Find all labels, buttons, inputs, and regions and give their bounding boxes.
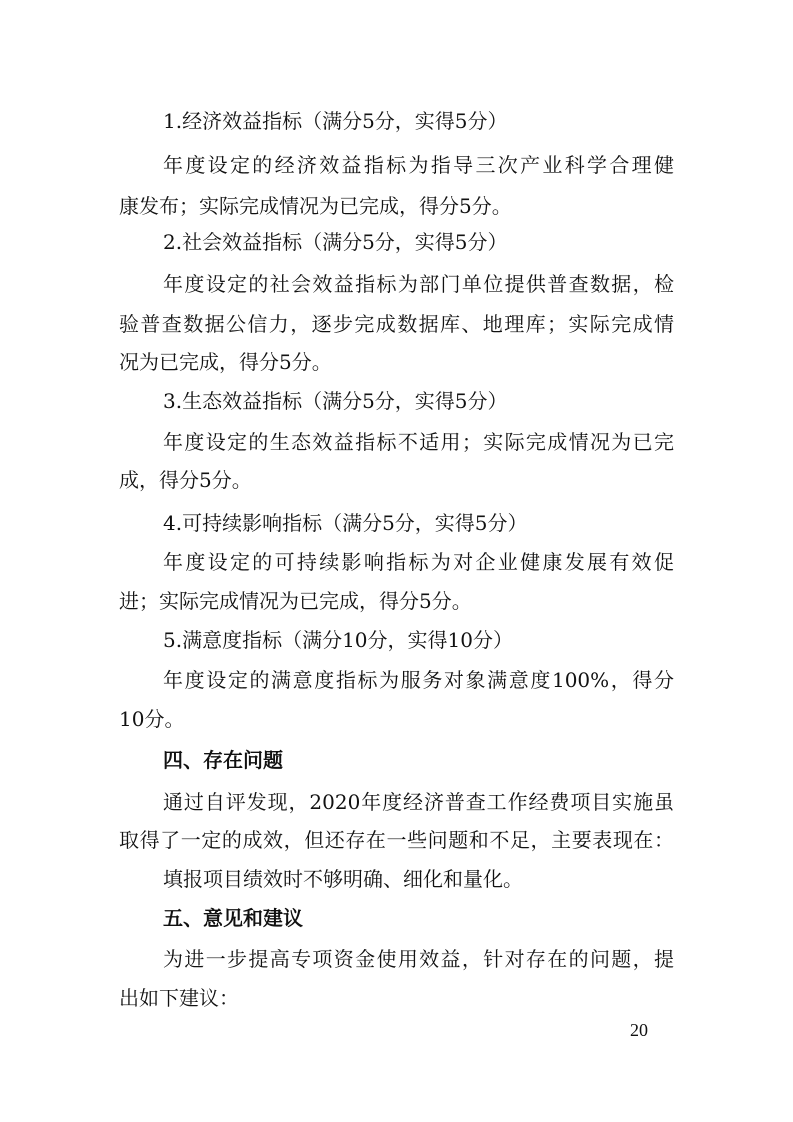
section-heading-existing-problems: 四、存在问题 <box>163 748 283 772</box>
paragraph-line: 年度设定的生态效益指标不适用；实际完成情况为已完 <box>163 430 674 454</box>
page-number: 20 <box>630 1020 648 1040</box>
section-heading-opinions-suggestions: 五、意见和建议 <box>163 906 303 930</box>
paragraph-line: 年度设定的可持续影响指标为对企业健康发展有效促 <box>163 550 674 574</box>
paragraph-line: 年度设定的经济效益指标为指导三次产业科学合理健 <box>163 153 674 177</box>
heading-ecological-benefit: 3.生态效益指标（满分5分，实得5分） <box>163 389 508 413</box>
paragraph-line: 况为已完成，得分5分。 <box>119 350 332 374</box>
paragraph-line: 10分。 <box>119 707 185 731</box>
paragraph-line: 年度设定的满意度指标为服务对象满意度100%，得分 <box>163 668 674 692</box>
paragraph-line: 进；实际完成情况为已完成，得分5分。 <box>119 589 472 613</box>
heading-economic-benefit: 1.经济效益指标（满分5分，实得5分） <box>163 109 508 133</box>
paragraph-line: 出如下建议： <box>119 986 239 1010</box>
heading-sustainable-impact: 4.可持续影响指标（满分5分，实得5分） <box>163 511 528 535</box>
paragraph-line: 为进一步提高专项资金使用效益，针对存在的问题，提 <box>163 947 674 971</box>
paragraph-line: 通过自评发现，2020年度经济普查工作经费项目实施虽 <box>163 790 674 814</box>
paragraph-line: 成，得分5分。 <box>119 468 252 492</box>
paragraph-line: 康发布；实际完成情况为已完成，得分5分。 <box>119 194 512 218</box>
paragraph-line: 验普查数据公信力，逐步完成数据库、地理库；实际完成情 <box>119 312 674 336</box>
paragraph-line: 填报项目绩效时不够明确、细化和量化。 <box>163 867 523 891</box>
paragraph-line: 取得了一定的成效，但还存在一些问题和不足，主要表现在： <box>119 828 674 852</box>
paragraph-line: 年度设定的社会效益指标为部门单位提供普查数据，检 <box>163 272 674 296</box>
heading-social-benefit: 2.社会效益指标（满分5分，实得5分） <box>163 230 508 254</box>
heading-satisfaction: 5.满意度指标（满分10分，实得10分） <box>163 628 513 652</box>
